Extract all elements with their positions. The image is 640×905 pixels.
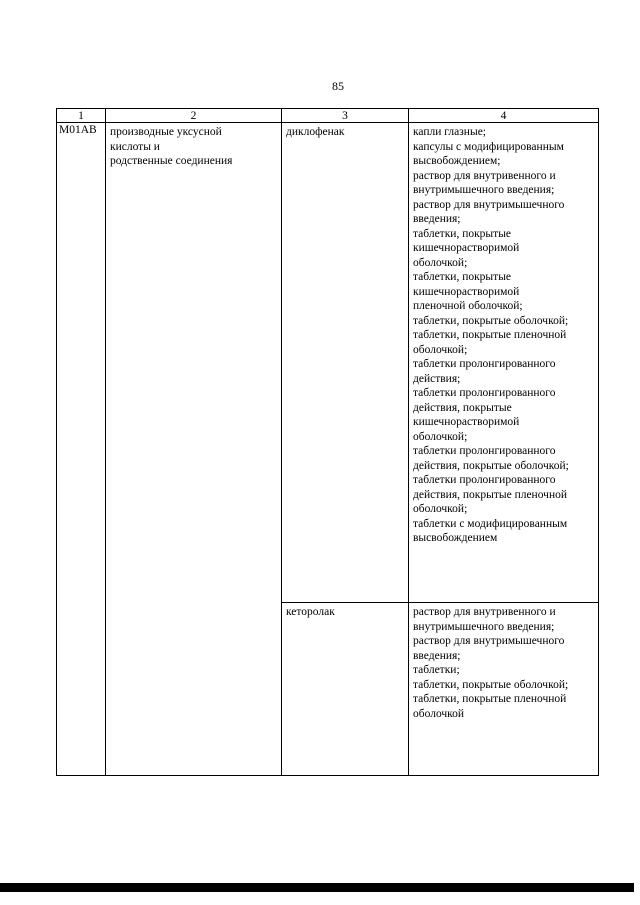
drug-name: кеторолак [286,606,335,618]
atc-code: M01AB [59,124,97,136]
drug-name-cell [282,123,409,603]
dosage-forms: капли глазные; капсулы с модифицированным высвобождением; раствор для внутривенного и внутримышечного введения; раствор для внутримышечного введения; таблетки, покрытые кишечнорастворимой оболочкой; таблетки, покрытые кишечнорастворимой пленочной оболочкой; таблетки, покрытые оболочкой; таблетки, покрытые пленочной оболочкой; таблетки пролонгированного действия; таблетки пролонгированного действия, покрытые кишечнорастворимой оболочкой; таблетки пролонгированного действия, покрытые оболочкой; таблетки пролонгированного действия, покрытые пленочной оболочкой; таблетки с модифицированным высвобождением [413,126,569,544]
dosage-forms-cell [409,603,599,776]
drug-table [56,108,599,776]
table-row [57,123,599,603]
drug-name-cell [282,603,409,776]
dosage-forms: раствор для внутривенного и внутримышечного введения; раствор для внутримышечного введения; таблетки; таблетки, покрытые оболочкой; таблетки, покрытые пленочной оболочкой [413,606,569,720]
header-col-3: 3 [282,109,409,123]
header-col-4: 4 [409,109,599,123]
dosage-forms-cell [409,123,599,603]
drug-name: диклофенак [286,126,345,138]
header-col-2: 2 [106,109,282,123]
group-name-cell [106,123,282,776]
header-col-1: 1 [57,109,106,123]
table-header-row [57,109,599,123]
scan-border-bar [0,883,634,892]
page-number: 85 [332,79,344,93]
atc-code-cell [57,123,106,776]
group-name: производные уксусной кислоты и родственные соединения [110,126,233,167]
